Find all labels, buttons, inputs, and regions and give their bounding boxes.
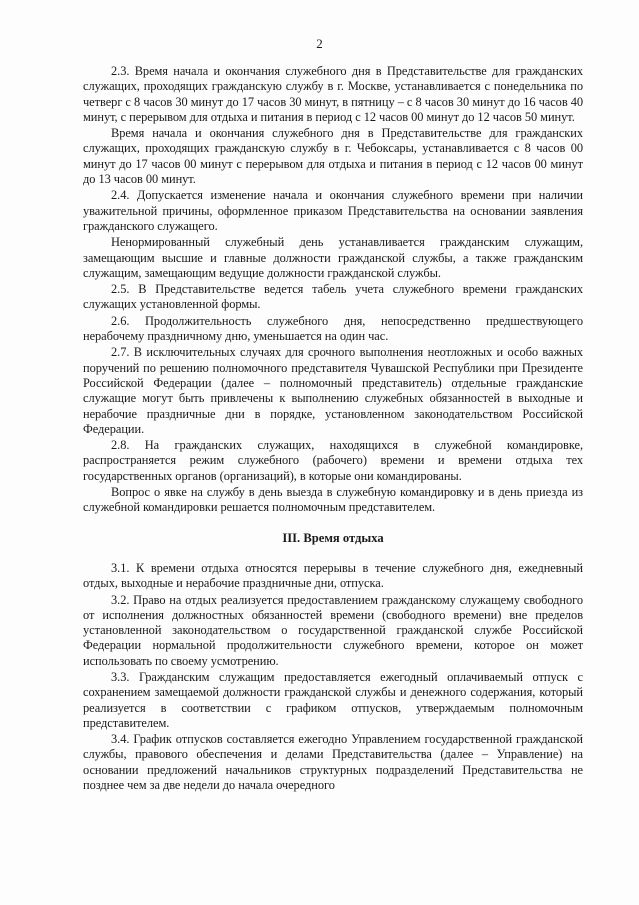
paragraph-2-5: 2.5. В Представительстве ведется табель учета служебного времени гражданских служащих установленной формы. [83, 282, 583, 312]
paragraph-3-4: 3.4. График отпусков составляется ежегодно Управлением государственной гражданской службы, правового обеспечения и делами Представительства (далее – Управление) на основании предложений начальников структурных подразделений Представительства не позднее чем за две недели до начала очередного [83, 732, 583, 793]
paragraph-3-3: 3.3. Гражданским служащим предоставляется ежегодный оплачиваемый отпуск с сохранением замещаемой должности гражданской службы и денежного содержания, который реализуется в соответствии с графиком отпусков, утверждаемым полномочным представителем. [83, 669, 583, 730]
paragraph-3-1: 3.1. К времени отдыха относятся перерывы в течение служебного дня, ежедневный отдых, выходные и нерабочие праздничные дни, отпуска. [83, 560, 583, 591]
page-number: 2 [316, 36, 323, 51]
document-body [83, 64, 583, 794]
section-heading: III. Время отдыха [282, 530, 384, 545]
paragraph-3-2: 3.2. Право на отдых реализуется предоставлением гражданскому служащему свободного от исполнения должностных обязанностей времени (свободного времени) вне пределов установленной законодательством о государственной гражданской службе Российской Федерации нормальной продолжительности служебного времени, которое он может использовать по своему усмотрению. [83, 592, 583, 668]
paragraph-2-3-cheboksary: Время начала и окончания служебного дня в Представительстве для гражданских служащих, проходящих гражданскую службу в г. Чебоксары, устанавливается с 8 часов 00 минут до 17 часов 00 минут с перерывом для отдыха и питания в период с 12 часов 00 минут до 13 часов 00 минут. [83, 126, 583, 187]
paragraph-2-4: 2.4. Допускается изменение начала и окончания служебного времени при наличии уважительной причины, оформленное приказом Представительства на основании заявления гражданского служащего. [83, 188, 583, 233]
paragraph-2-8: 2.8. На гражданских служащих, находящихся в служебной командировке, распространяется режим служебного (рабочего) времени и времени отдыха тех государственных органов (организаций), в которые они командированы. [83, 438, 583, 483]
paragraph-2-7: 2.7. В исключительных случаях для срочного выполнения неотложных и особо важных поручений по решению полномочного представителя Чувашской Республики при Президенте Российской Федерации (далее – полномочный представитель) отдельные гражданские служащие могут быть привлечены к выполнению служебных обязанностей в выходные и нерабочие праздничные дни в порядке, установленном законодательством Российской Федерации. [83, 345, 583, 436]
paragraph-2-8-trip-day: Вопрос о явке на службу в день выезда в служебную командировку и в день приезда из служебной командировки решается полномочным представителем. [83, 485, 583, 515]
paragraph-2-6: 2.6. Продолжительность служебного дня, непосредственно предшествующего нерабочему праздничному дню, уменьшается на один час. [83, 313, 583, 344]
paragraph-2-3: 2.3. Время начала и окончания служебного дня в Представительстве для гражданских служащих, проходящих гражданскую службу в г. Москве, устанавливается с понедельника по четверг с 8 часов 30 минут до 17 часов 30 минут, в пятницу – с 8 часов 30 минут до 16 часов 40 минут, с перерывом для отдыха и питания в период с 12 часов 00 минут до 12 часов 50 минут. [83, 64, 583, 124]
paragraph-2-4-irregular-day: Ненормированный служебный день устанавливается гражданским служащим, замещающим высшие и главные должности гражданской службы, а также гражданским служащим, замещающим ведущие должности гражданской службы. [83, 235, 583, 280]
